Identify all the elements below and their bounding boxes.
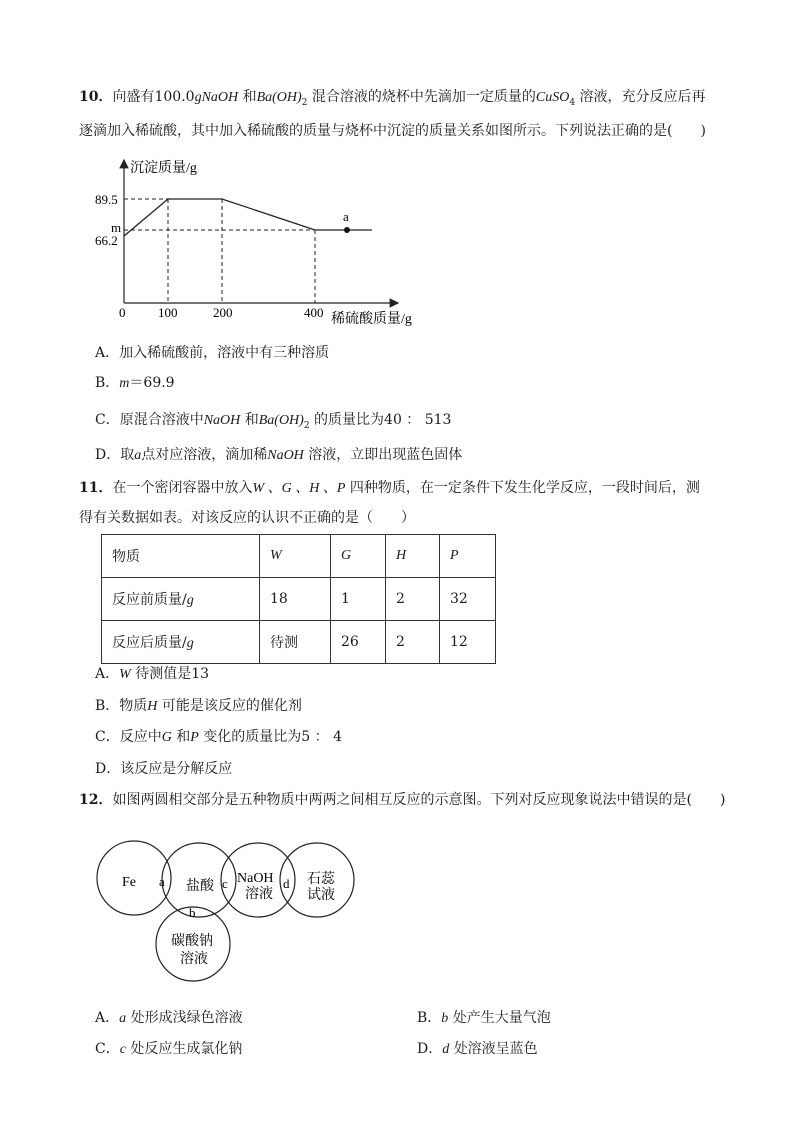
cell-text: 反应后质量/ bbox=[112, 635, 187, 651]
option-text: 原混合溶液中 bbox=[119, 412, 204, 428]
q12-diagram bbox=[97, 841, 354, 981]
q11-text: 在一个密闭容器中放入 bbox=[112, 480, 253, 496]
q11-option-c[interactable] bbox=[95, 727, 342, 748]
option-prefix: C． bbox=[95, 412, 120, 428]
label-a: a bbox=[159, 874, 165, 889]
x-axis-label: 稀硫酸质量/g bbox=[331, 312, 412, 327]
option-var: P bbox=[190, 730, 199, 745]
option-prefix: B． bbox=[95, 698, 120, 714]
option-var: W bbox=[119, 667, 131, 682]
table-row bbox=[102, 578, 496, 621]
option-prefix: D． bbox=[417, 1041, 443, 1057]
y-axis-label: 沉淀质量/g bbox=[130, 161, 197, 176]
q10-text: 混合溶液的烧杯中先滴加一定质量的 bbox=[311, 89, 536, 105]
option-prefix: C． bbox=[95, 1041, 120, 1057]
option-var: d bbox=[442, 1042, 450, 1057]
q10-stem-line2: 逐滴加入稀硫酸，其中加入稀硫酸的质量与烧杯中沉淀的质量关系如图所示。下列说法正确的是( ) bbox=[79, 123, 706, 139]
x-tick-100: 100 bbox=[158, 305, 178, 320]
q11-stem-line2: 得有关数据如表。对该反应的认识不正确的是（ ） bbox=[79, 510, 415, 526]
q10-option-a[interactable] bbox=[95, 343, 329, 363]
q11-option-d[interactable] bbox=[95, 759, 232, 779]
option-prefix: A． bbox=[95, 666, 120, 682]
x-tick-400: 400 bbox=[304, 305, 324, 320]
q11-data-table bbox=[101, 534, 496, 664]
table-row bbox=[102, 621, 496, 664]
label-b: b bbox=[189, 905, 196, 920]
option-text: 溶液，立即出现蓝色固体 bbox=[308, 447, 463, 463]
cell-unit: g bbox=[186, 593, 194, 608]
point-a bbox=[344, 227, 350, 233]
q10-formula-baoh2: Ba(OH) bbox=[256, 90, 302, 105]
label-naoh-1: NaOH bbox=[237, 871, 274, 886]
option-text: 加入稀硫酸前，溶液中有三种溶质 bbox=[119, 345, 330, 361]
option-text: ＝69.9 bbox=[129, 375, 175, 391]
x-tick-origin: 0 bbox=[119, 305, 126, 320]
y-tick-66-2: 66.2 bbox=[95, 233, 118, 248]
option-var: c bbox=[119, 1042, 126, 1057]
q12-stem bbox=[79, 790, 725, 810]
label-c: c bbox=[222, 876, 228, 891]
x-tick-200: 200 bbox=[213, 305, 233, 320]
q10-sub: 2 bbox=[301, 97, 308, 108]
option-var: a bbox=[119, 1011, 127, 1026]
q10-text: 向盛有100.0 bbox=[112, 89, 195, 105]
option-prefix: B． bbox=[417, 1010, 442, 1026]
q10-option-c[interactable] bbox=[95, 410, 451, 436]
q11-number: 11． bbox=[79, 480, 113, 496]
option-text: 处溶液呈蓝色 bbox=[453, 1041, 538, 1057]
option-prefix: B． bbox=[95, 375, 120, 391]
option-text: 该反应是分解反应 bbox=[120, 761, 233, 777]
label-na2co3-2: 溶液 bbox=[180, 952, 208, 967]
table-cell bbox=[102, 578, 260, 621]
option-text: 处反应生成氯化钠 bbox=[130, 1041, 243, 1057]
option-prefix: C． bbox=[95, 729, 120, 745]
table-cell bbox=[102, 621, 260, 664]
q10-sub: 4 bbox=[569, 97, 576, 108]
table-cell: 待测 bbox=[260, 621, 331, 664]
q12-option-a[interactable] bbox=[95, 1008, 243, 1029]
option-prefix: A． bbox=[95, 345, 120, 361]
option-var: H bbox=[147, 699, 158, 714]
option-var: a bbox=[134, 448, 142, 463]
table-cell: 18 bbox=[260, 578, 331, 621]
y-tick-m: m bbox=[111, 220, 122, 235]
table-cell: 32 bbox=[440, 578, 496, 621]
label-na2co3-1: 碳酸钠 bbox=[171, 934, 213, 949]
table-header: G bbox=[331, 535, 386, 578]
y-tick-89-5: 89.5 bbox=[95, 192, 118, 207]
q12-number: 12． bbox=[79, 792, 113, 808]
option-var: G bbox=[161, 730, 172, 745]
option-text: 物质 bbox=[119, 698, 148, 714]
option-text: 待测值是13 bbox=[135, 666, 210, 682]
cell-unit: g bbox=[186, 636, 194, 651]
option-prefix: D． bbox=[95, 761, 121, 777]
table-header: P bbox=[440, 535, 496, 578]
table-cell: 2 bbox=[386, 621, 440, 664]
label-d: d bbox=[283, 876, 290, 891]
option-text: 可能是该反应的催化剂 bbox=[161, 698, 302, 714]
table-header: W bbox=[260, 535, 331, 578]
q11-stem-line1 bbox=[79, 478, 700, 499]
table-header: 物质 bbox=[102, 535, 260, 578]
option-text: 点对应溶液，滴加稀 bbox=[141, 447, 268, 463]
q12-text: 如图两圆相交部分是五种物质中两两之间相互反应的示意图。下列对反应现象说法中错误的是( ) bbox=[112, 792, 726, 808]
option-text: 取 bbox=[120, 447, 135, 463]
q11-text: 四种物质，在一定条件下发生化学反应，一段时间后，测 bbox=[349, 480, 700, 496]
option-text: 反应中 bbox=[119, 729, 162, 745]
q10-number: 10． bbox=[79, 89, 113, 105]
q11-option-a[interactable] bbox=[95, 664, 209, 685]
table-row bbox=[102, 535, 496, 578]
option-sub: 2 bbox=[303, 420, 310, 431]
option-formula: NaOH bbox=[267, 448, 304, 463]
q10-option-b[interactable] bbox=[95, 373, 175, 394]
label-litmus-2: 试液 bbox=[307, 888, 335, 903]
option-text: 的质量比为40 ： 513 bbox=[314, 412, 452, 428]
option-text: 处形成浅绿色溶液 bbox=[130, 1010, 243, 1026]
q10-formula-naoh: gNaOH bbox=[194, 90, 239, 105]
option-text: 和 bbox=[176, 729, 191, 745]
table-header: H bbox=[386, 535, 440, 578]
table-cell: 2 bbox=[386, 578, 440, 621]
option-prefix: D． bbox=[95, 447, 121, 463]
q11-vars: W 、G 、H 、P bbox=[252, 481, 346, 496]
q10-option-d[interactable] bbox=[95, 445, 462, 466]
option-text: 和 bbox=[244, 412, 259, 428]
label-naoh-2: 溶液 bbox=[245, 887, 273, 902]
q10-text: 和 bbox=[242, 89, 257, 105]
q11-option-b[interactable] bbox=[95, 696, 302, 717]
option-text: 处产生大量气泡 bbox=[452, 1010, 551, 1026]
point-a-label: a bbox=[343, 209, 349, 224]
q12-option-b[interactable] bbox=[417, 1008, 551, 1029]
label-hcl: 盐酸 bbox=[186, 879, 214, 894]
table-cell: 26 bbox=[331, 621, 386, 664]
option-formula: NaOH bbox=[203, 413, 241, 428]
q12-option-c[interactable] bbox=[95, 1039, 242, 1060]
q10-formula-cuso4: CuSO bbox=[535, 90, 570, 105]
label-litmus-1: 石蕊 bbox=[307, 872, 335, 887]
q12-option-d[interactable] bbox=[417, 1039, 538, 1060]
label-fe: Fe bbox=[122, 875, 136, 890]
option-var: b bbox=[441, 1011, 449, 1026]
q10-text: 溶液，充分反应后再 bbox=[579, 89, 706, 105]
option-text: 变化的质量比为5 ： 4 bbox=[203, 729, 343, 745]
option-formula: Ba(OH) bbox=[258, 413, 304, 428]
option-prefix: A． bbox=[95, 1010, 120, 1026]
cell-text: 反应前质量/ bbox=[112, 592, 187, 608]
table-cell: 1 bbox=[331, 578, 386, 621]
table-cell: 12 bbox=[440, 621, 496, 664]
option-var: m bbox=[119, 376, 130, 391]
